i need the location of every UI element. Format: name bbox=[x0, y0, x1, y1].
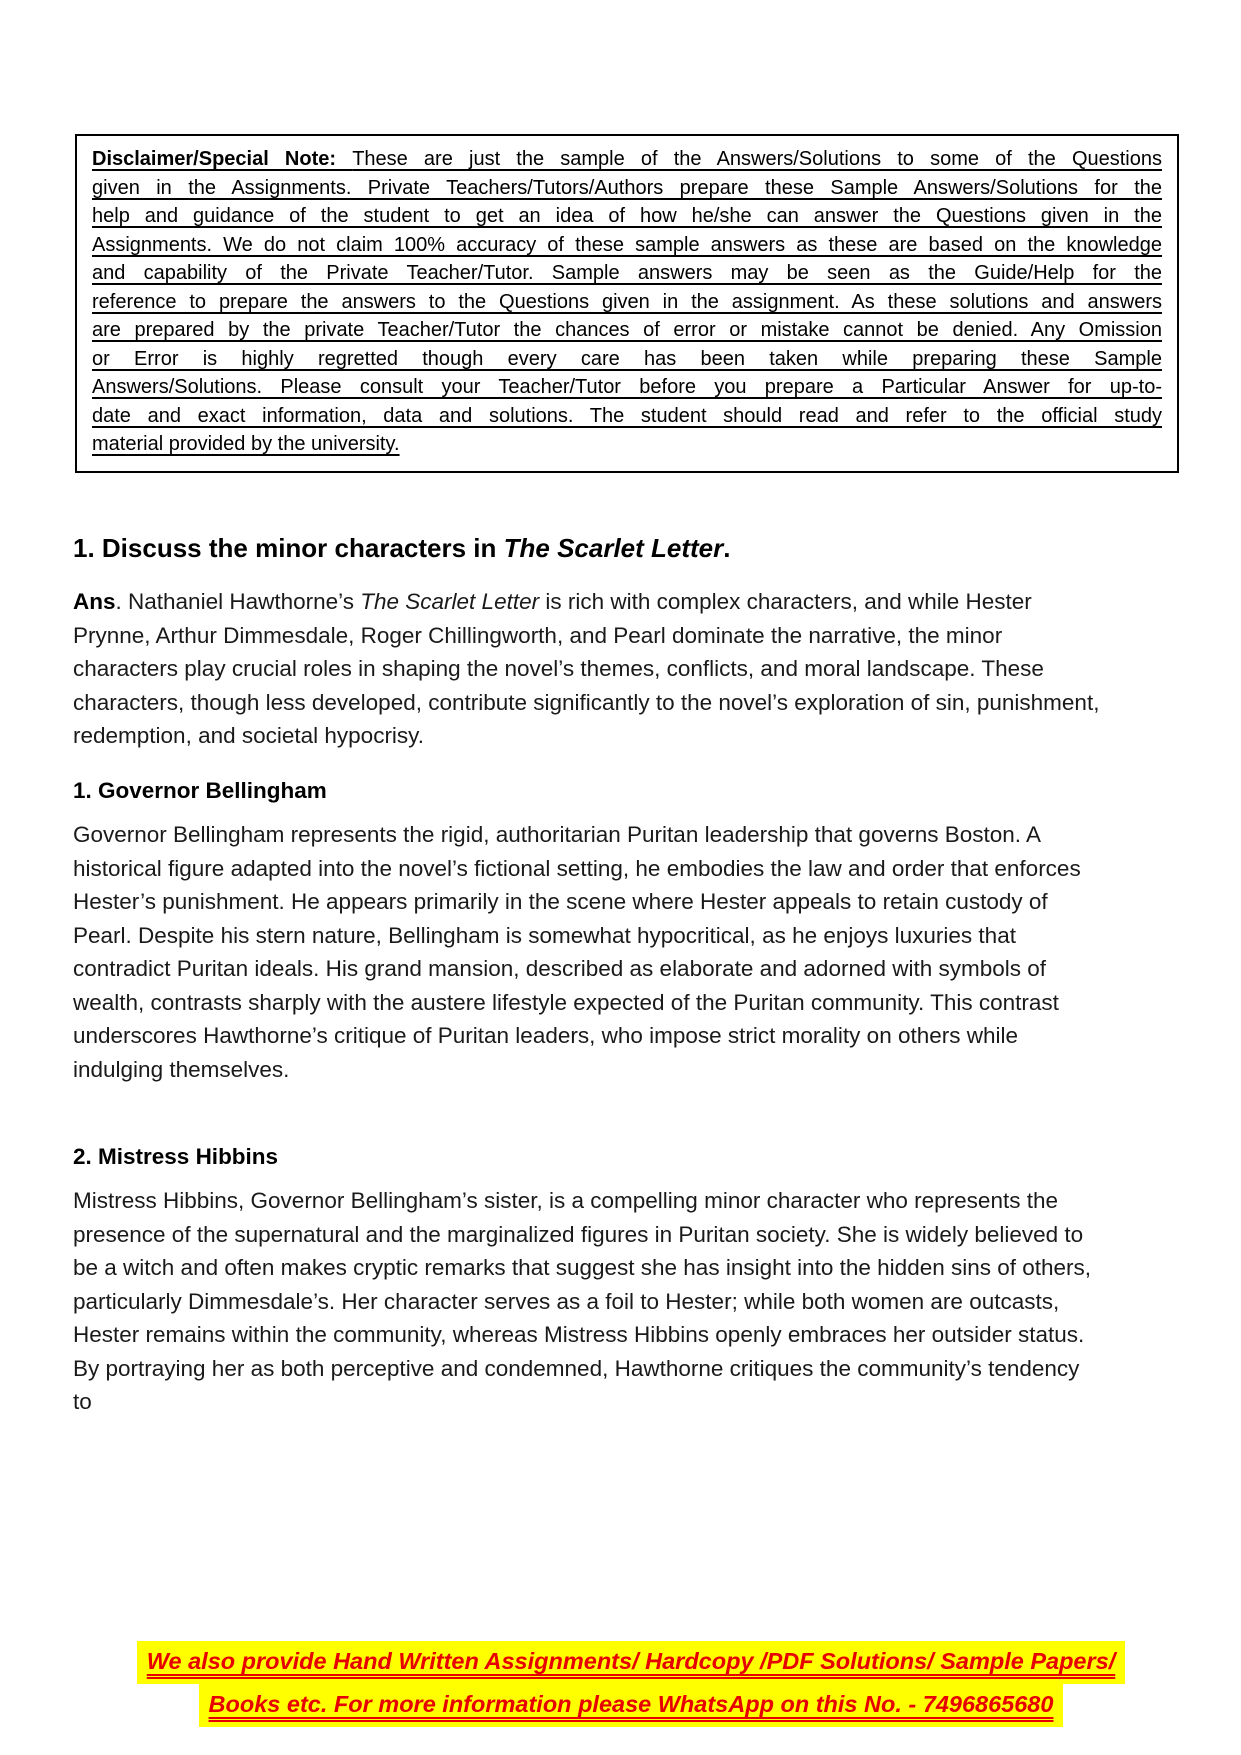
footer-line: Books etc. For more information please WhatsApp on this No. - 7496865680 bbox=[199, 1684, 1064, 1727]
section-heading-mistress-hibbins: 2. Mistress Hibbins bbox=[73, 1144, 279, 1169]
book-title-italic: The Scarlet Letter bbox=[360, 589, 540, 614]
footer-row bbox=[73, 1641, 1189, 1684]
disclaimer-line: Assignments. We do not claim 100% accuracy of these sample answers as these are based on the knowledge bbox=[92, 233, 1162, 256]
answer-paragraph bbox=[73, 585, 1103, 753]
disclaimer-text bbox=[92, 145, 1162, 459]
disclaimer-line: help and guidance of the student to get an idea of how he/she can answer the Questions given in the bbox=[92, 205, 1162, 227]
disclaimer-label: Disclaimer/Special Note: bbox=[92, 148, 353, 170]
footer-row bbox=[73, 1684, 1189, 1727]
answer-text-after-title: is rich with complex characters, and while Hester Prynne, Arthur Dimmesdale, Roger Chillingworth, and Pearl dominate the narrative, the minor characters play crucial roles in shaping the novel’s themes, conflicts, and moral landscape. These characters, though less developed, contribute significantly to the novel’s exploration of sin, punishment, redemption, and societal hypocrisy. bbox=[73, 589, 1100, 748]
section-body-mistress-hibbins: Mistress Hibbins, Governor Bellingham’s sister, is a compelling minor character who represents the presence of the supernatural and the marginalized figures in Puritan society. She is widely believed to be a witch and often makes cryptic remarks that suggest she has insight into the hidden sins of others, particularly Dimmesdale’s. Her character serves as a foil to Hester; while both women are outcasts, Hester remains within the community, whereas Mistress Hibbins openly embraces her outsider status. By portraying her as both perceptive and condemned, Hawthorne critiques the community’s tendency to bbox=[73, 1188, 1092, 1414]
question-heading bbox=[73, 531, 1133, 565]
disclaimer-line: reference to prepare the answers to the Questions given in the assignment. As these solutions and answers bbox=[92, 290, 1162, 313]
question-period: . bbox=[723, 533, 731, 563]
disclaimer-line: are prepared by the private Teacher/Tutor the chances of error or mistake cannot be denied. Any Omission bbox=[92, 319, 1162, 341]
disclaimer-line: given in the Assignments. Private Teachers/Tutors/Authors prepare these Sample Answers/Solutions for the bbox=[92, 176, 1162, 199]
disclaimer-line: material provided by the university. bbox=[92, 433, 400, 455]
question-prefix: 1. Discuss the minor characters in bbox=[73, 533, 504, 563]
section-body-governor-bellingham: Governor Bellingham represents the rigid, authoritarian Puritan leadership that governs Boston. A historical figure adapted into the novel’s fictional setting, he embodies the law and order that enforces Hester’s punishment. He appears primarily in the scene where Hester appeals to retain custody of Pearl. Despite his stern nature, Bellingham is somewhat hypocritical, as he enjoys luxuries that contradict Puritan ideals. His grand mansion, described as elaborate and adorned with symbols of wealth, contrasts sharply with the austere lifestyle expected of the Puritan community. This contrast underscores Hawthorne’s critique of Puritan leaders, who impose strict morality on others while indulging themselves. bbox=[73, 822, 1081, 1082]
answer-text-before-title: . Nathaniel Hawthorne’s bbox=[115, 589, 361, 614]
section-heading-governor-bellingham: 1. Governor Bellingham bbox=[73, 778, 327, 803]
footer-banner bbox=[73, 1641, 1189, 1727]
disclaimer-box bbox=[75, 134, 1179, 473]
disclaimer-line: or Error is highly regretted though every care has been taken while preparing these Sample bbox=[92, 347, 1162, 370]
disclaimer-line: and capability of the Private Teacher/Tutor. Sample answers may be seen as the Guide/Help for the bbox=[92, 262, 1162, 284]
disclaimer-line: Disclaimer/Special Note: These are just the sample of the Answers/Solutions to some of the Questions bbox=[92, 148, 1162, 170]
disclaimer-line: Answers/Solutions. Please consult your Teacher/Tutor before you prepare a Particular Answer for up-to- bbox=[92, 376, 1162, 398]
answer-label: Ans bbox=[73, 589, 116, 614]
footer-line: We also provide Hand Written Assignments/ Hardcopy /PDF Solutions/ Sample Papers/ bbox=[137, 1641, 1126, 1684]
disclaimer-line: date and exact information, data and solutions. The student should read and refer to the official study bbox=[92, 404, 1162, 427]
book-title-italic: The Scarlet Letter bbox=[503, 533, 724, 563]
